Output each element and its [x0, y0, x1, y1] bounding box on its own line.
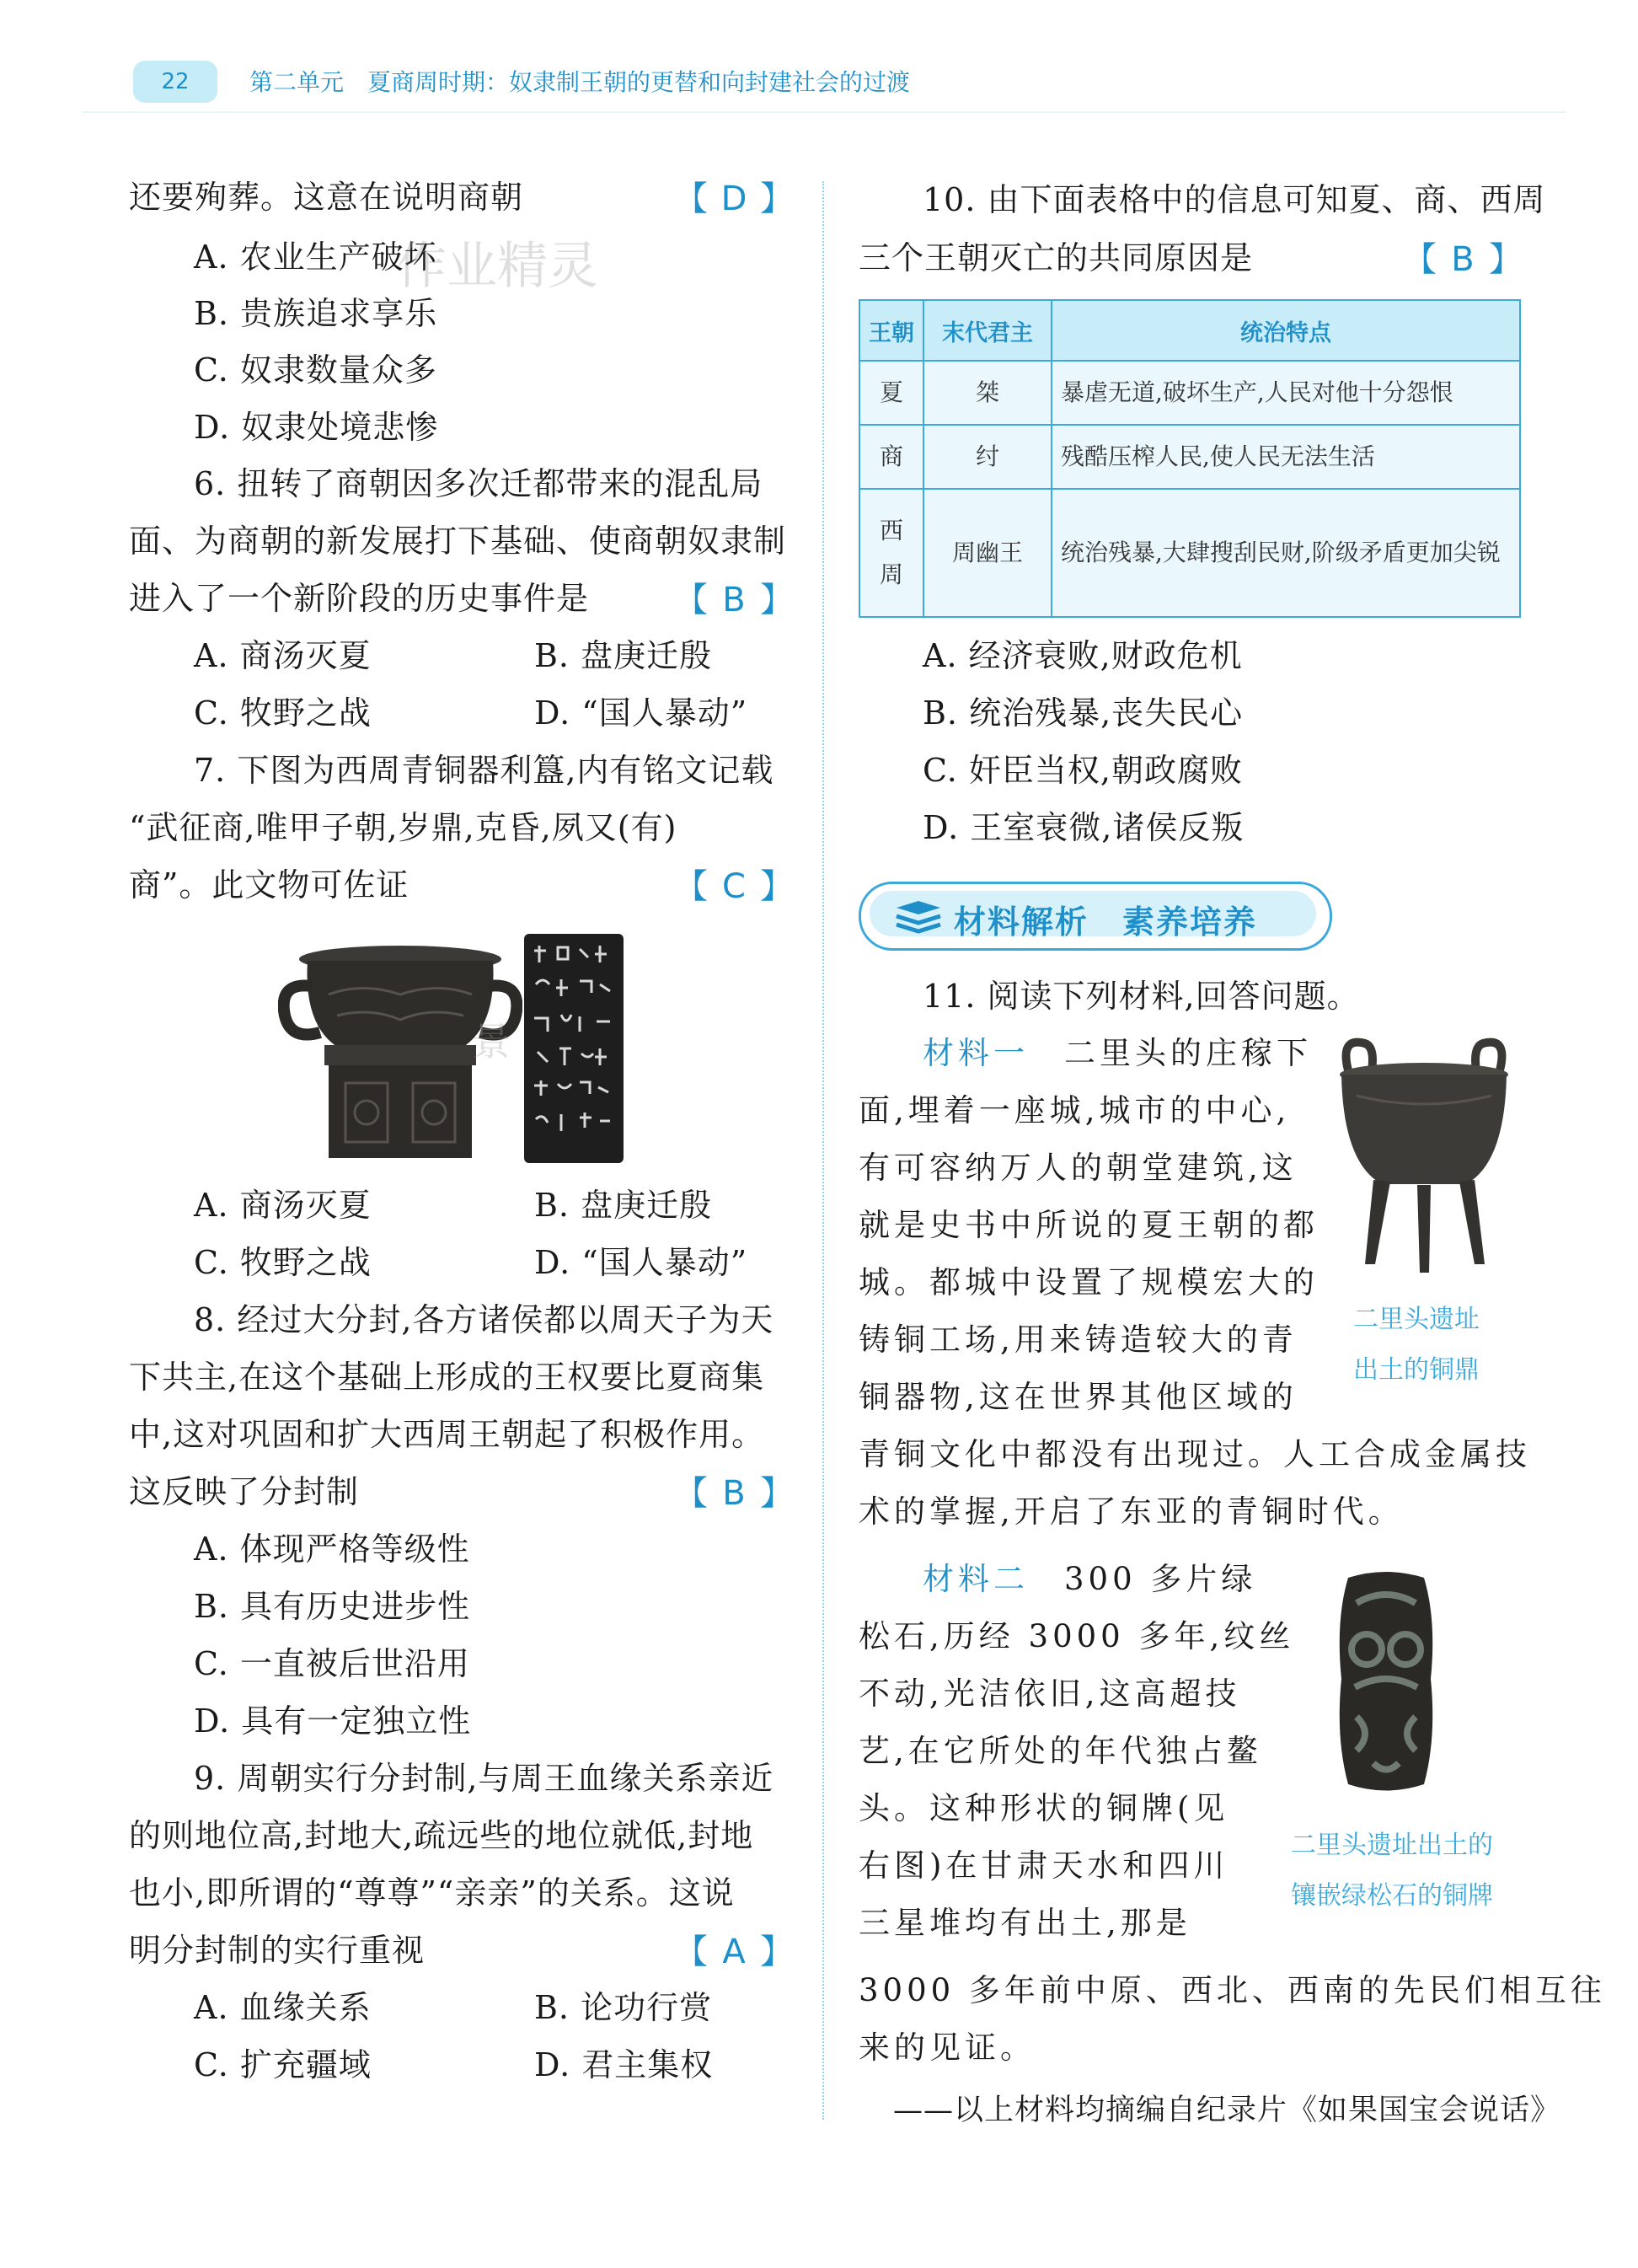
q5-option-c: C. 奴隶数量众多 [194, 351, 437, 389]
q7-option-c: C. 牧野之战 [194, 1244, 372, 1281]
q5-option-d: D. 奴隶处境悲惨 [194, 409, 439, 446]
q5-answer: D [720, 180, 747, 218]
q10-answer: B [1451, 240, 1475, 279]
q7-stem-line1: 7. 下图为西周青铜器利簋,内有铭文记载 [194, 752, 774, 789]
material-2-line5: 头。这种形状的铜牌(见 [859, 1790, 1229, 1826]
table-cell: 桀 [923, 361, 1052, 425]
material-2-line9: 来的见证。 [859, 2029, 1036, 2066]
q10-stem-line1: 10. 由下面表格中的信息可知夏、商、西周 [923, 181, 1546, 218]
material-2-line6: 右图)在甘肃天水和四川 [859, 1847, 1229, 1884]
inscription-rubbing-image [524, 934, 624, 1163]
material-1-line2: 面,埋着一座城,城市的中心, [859, 1092, 1291, 1129]
plaque-caption-line2: 镶嵌绿松石的铜牌 [1291, 1881, 1493, 1911]
material-1-line8: 青铜文化中都没有出现过。人工合成金属技 [859, 1436, 1531, 1472]
q8-option-c: C. 一直被后世沿用 [194, 1645, 470, 1682]
material-1-line1 [923, 1033, 1312, 1074]
material-2-line7: 三星堆均有出土,那是 [859, 1905, 1191, 1941]
books-icon [893, 899, 944, 936]
material-1-line4: 就是史书中所说的夏王朝的都 [859, 1207, 1319, 1243]
q10-option-a: A. 经济衰败,财政危机 [923, 637, 1243, 674]
header-divider [83, 111, 1566, 113]
q10-stem-line2: 三个王朝灭亡的共同原因是 [859, 239, 1254, 276]
unit-title: 第二单元 夏商周时期：奴隶制王朝的更替和向封建社会的过渡 [249, 68, 911, 96]
q6-option-c: C. 牧野之战 [194, 694, 372, 732]
q10-option-c: C. 奸臣当权,朝政腐败 [923, 752, 1243, 789]
table-cell: 纣 [923, 425, 1052, 489]
table-cell: 西周 [859, 489, 923, 617]
material-2-line4: 艺,在它所处的年代独占鳌 [859, 1733, 1262, 1769]
plaque-caption-line1: 二里头遗址出土的 [1291, 1831, 1493, 1860]
material-1-line7: 铜器物,这在世界其他区域的 [859, 1379, 1298, 1415]
section-title: 材料解析 素养培养 [954, 903, 1258, 941]
turquoise-bronze-plaque-image [1323, 1569, 1449, 1797]
watermark: 作业精灵 [396, 237, 598, 296]
q9-stem-line4: 明分封制的实行重视 [129, 1932, 426, 1969]
q10-answer-bracket: 【 B 】 [1403, 240, 1523, 279]
q8-answer: B [722, 1474, 746, 1513]
q5-option-a: A. 农业生产破坏 [194, 239, 437, 276]
ding-caption-line1: 二里头遗址 [1353, 1305, 1480, 1334]
q8-stem-line3: 中,这对巩固和扩大西周王朝起了积极作用。 [129, 1416, 765, 1453]
q7-answer: C [722, 867, 746, 906]
material-1-text: 二里头的庄稼下 [1064, 1035, 1312, 1071]
bronze-ding-image [1323, 1037, 1525, 1281]
q5-stem: 还要殉葬。这意在说明商朝 [129, 179, 524, 216]
material-2-label: 材料二 [923, 1561, 1029, 1597]
q7-option-a: A. 商汤灭夏 [194, 1187, 372, 1224]
q6-stem-line3: 进入了一个新阶段的历史事件是 [129, 580, 590, 617]
q6-option-b: B. 盘庚迁殷 [534, 637, 713, 674]
watermark-2: 景 [472, 1019, 511, 1064]
q9-answer: A [722, 1933, 746, 1971]
table-cell: 暴虐无道,破坏生产,人民对他十分怨恨 [1052, 361, 1520, 425]
section-banner [859, 882, 1332, 951]
q9-stem-line2: 的则地位高,封地大,疏远些的地位就低,封地 [129, 1817, 754, 1854]
q9-option-d: D. 君主集权 [534, 2046, 714, 2083]
table-header-row [859, 300, 1520, 361]
q6-answer: B [722, 581, 746, 619]
q9-option-c: C. 扩充疆域 [194, 2046, 372, 2083]
dynasty-table [859, 299, 1521, 618]
q5-answer-bracket: 【 D 】 [674, 180, 794, 218]
q8-stem-line4: 这反映了分封制 [129, 1473, 360, 1510]
table-row [859, 361, 1520, 425]
q10-option-d: D. 王室衰微,诸侯反叛 [923, 809, 1245, 846]
q7-option-b: B. 盘庚迁殷 [534, 1187, 713, 1224]
table-row [859, 489, 1520, 617]
material-1-line3: 有可容纳万人的朝堂建筑,这 [859, 1150, 1298, 1186]
material-source: ——以上材料均摘编自纪录片《如果国宝会说话》 [893, 2094, 1561, 2127]
material-1-line6: 铸铜工场,用来铸造较大的青 [859, 1322, 1298, 1358]
q6-option-d: D. “国人暴动” [534, 694, 748, 732]
table-header-cell: 统治特点 [1052, 300, 1520, 361]
q9-stem-line1: 9. 周朝实行分封制,与周王血缘关系亲近 [194, 1760, 774, 1797]
q7-stem-line3: 商”。此文物可佐证 [129, 866, 410, 903]
table-header-cell: 末代君主 [923, 300, 1052, 361]
material-2-line8: 3000 多年前中原、西北、西南的先民们相互往 [859, 1972, 1606, 2008]
q9-stem-line3: 也小,即所谓的“尊尊”“亲亲”的关系。这说 [129, 1874, 735, 1911]
material-2-text: 300 多片绿 [1064, 1561, 1257, 1597]
table-cell: 残酷压榨人民,使人民无法生活 [1052, 425, 1520, 489]
q6-answer-bracket: 【 B 】 [674, 581, 794, 619]
q7-answer-bracket: 【 C 】 [674, 867, 794, 906]
q7-option-d: D. “国人暴动” [534, 1244, 748, 1281]
ding-caption-line2: 出土的铜鼎 [1353, 1355, 1480, 1385]
table-cell: 周幽王 [923, 489, 1052, 617]
q8-option-b: B. 具有历史进步性 [194, 1588, 471, 1625]
q8-stem-line2: 下共主,在这个基础上形成的王权要比夏商集 [129, 1359, 765, 1396]
material-1-label: 材料一 [923, 1035, 1029, 1071]
q5-option-b: B. 贵族追求享乐 [194, 295, 438, 332]
column-divider [822, 181, 824, 2120]
material-1-line9: 术的掌握,开启了东亚的青铜时代。 [859, 1493, 1404, 1530]
table-header-cell: 王朝 [859, 300, 923, 361]
q6-option-a: A. 商汤灭夏 [194, 637, 372, 674]
q6-stem-line1: 6. 扭转了商朝因多次迁都带来的混乱局 [194, 465, 763, 502]
q8-option-a: A. 体现严格等级性 [194, 1531, 470, 1568]
table-cell: 夏 [859, 361, 923, 425]
table-row [859, 425, 1520, 489]
material-1-line5: 城。都城中设置了规模宏大的 [859, 1264, 1319, 1300]
material-2-line1 [923, 1559, 1256, 1600]
table-cell: 商 [859, 425, 923, 489]
q9-option-b: B. 论功行赏 [534, 1989, 713, 2026]
q6-stem-line2: 面、为商朝的新发展打下基础、使商朝奴隶制 [129, 523, 787, 560]
q9-option-a: A. 血缘关系 [194, 1989, 372, 2026]
table-cell: 统治残暴,大肆搜刮民财,阶级矛盾更加尖锐 [1052, 489, 1520, 617]
q8-option-d: D. 具有一定独立性 [194, 1702, 472, 1740]
q8-answer-bracket: 【 B 】 [674, 1474, 794, 1513]
q8-stem-line1: 8. 经过大分封,各方诸侯都以周天子为天 [194, 1301, 774, 1338]
q7-stem-line2: “武征商,唯甲子朝,岁鼎,克昏,夙又(有) [129, 809, 677, 846]
material-2-line3: 不动,光洁依旧,这高超技 [859, 1676, 1241, 1712]
q9-answer-bracket: 【 A 】 [674, 1933, 794, 1971]
page-number-badge: 22 [133, 61, 217, 103]
q10-option-b: B. 统治残暴,丧失民心 [923, 694, 1244, 732]
material-2-line2: 松石,历经 3000 多年,纹丝 [859, 1618, 1295, 1654]
q11-intro: 11. 阅读下列材料,回答问题。 [923, 978, 1360, 1015]
